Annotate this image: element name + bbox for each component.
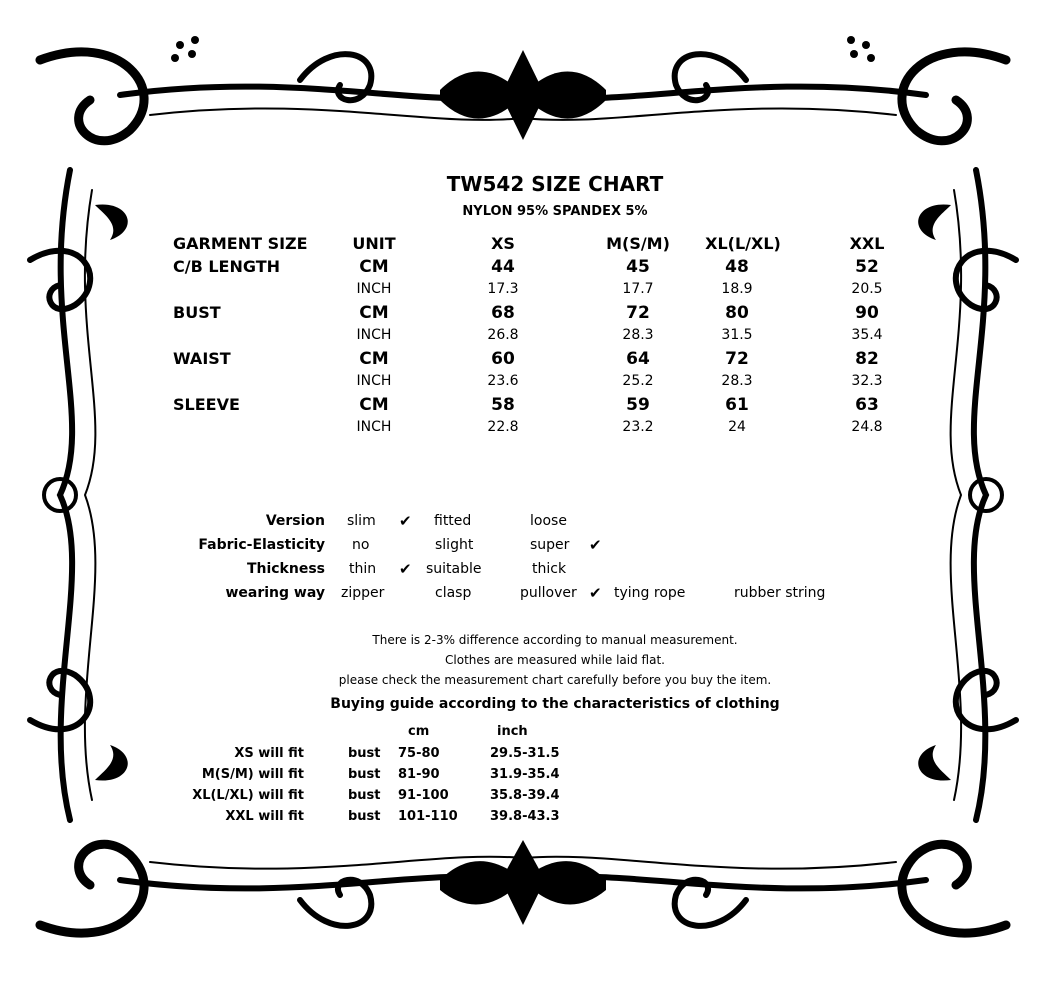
cell-value: 24 [728, 419, 746, 435]
cell-value: 64 [626, 349, 650, 369]
guide-row-label: XL(L/XL) will fit [192, 788, 304, 803]
cell-value: 31.5 [721, 327, 753, 343]
option-pullover: pullover [520, 585, 577, 601]
cell-value: 72 [725, 349, 749, 369]
guide-row-cm: 75-80 [398, 746, 440, 761]
cell-value: 23.2 [622, 419, 654, 435]
cell-value: 28.3 [721, 373, 753, 389]
unit-inch: INCH [356, 281, 392, 297]
option-thin: thin [349, 561, 377, 577]
attribute-label-wearing-way: wearing way [225, 585, 325, 601]
header-size-xxl: XXL [849, 234, 885, 253]
option-loose: loose [530, 513, 567, 529]
cell-value: 52 [855, 257, 879, 277]
option-no: no [352, 537, 370, 553]
unit-cm: CM [359, 257, 389, 277]
guide-row-part: bust [348, 809, 381, 824]
guide-row-part: bust [348, 746, 381, 761]
cell-value: 68 [491, 303, 515, 323]
cell-value: 26.8 [487, 327, 519, 343]
chart-title: TW542 SIZE CHART [446, 172, 664, 196]
guide-row-label: XXL will fit [225, 809, 304, 824]
guide-row-cm: 101-110 [398, 809, 458, 824]
option-rubber-string: rubber string [734, 585, 826, 601]
note-check-chart: please check the measurement chart carefully before you buy the item. [338, 673, 772, 687]
guide-row-part: bust [348, 788, 381, 803]
guide-row-label: XS will fit [234, 746, 304, 761]
note-measurement-difference: There is 2-3% difference according to manual measurement. [372, 633, 738, 647]
row-label-cb-length: C/B LENGTH [173, 257, 281, 276]
guide-row-inch: 29.5-31.5 [490, 746, 560, 761]
header-size-m: M(S/M) [606, 234, 670, 253]
buying-guide-title: Buying guide according to the characteristics of clothing [330, 696, 780, 712]
cell-value: 59 [626, 395, 650, 415]
guide-row-inch: 35.8-39.4 [490, 788, 560, 803]
header-unit: UNIT [352, 234, 396, 253]
unit-cm: CM [359, 395, 389, 415]
cell-value: 82 [855, 349, 879, 369]
header-size-xl: XL(L/XL) [705, 234, 781, 253]
option-super: super [530, 537, 570, 553]
cell-value: 44 [491, 257, 515, 277]
cell-value: 61 [725, 395, 749, 415]
option-zipper: zipper [341, 585, 385, 601]
guide-row-label: M(S/M) will fit [201, 767, 304, 782]
option-tying-rope: tying rope [614, 585, 686, 601]
cell-value: 60 [491, 349, 515, 369]
cell-value: 24.8 [851, 419, 883, 435]
guide-row-cm: 81-90 [398, 767, 440, 782]
guide-row-inch: 31.9-35.4 [490, 767, 560, 782]
header-garment-size: GARMENT SIZE [173, 234, 308, 253]
guide-header-cm: cm [408, 724, 430, 739]
unit-inch: INCH [356, 419, 392, 435]
cell-value: 45 [626, 257, 650, 277]
check-icon: ✔ [589, 584, 602, 602]
option-suitable: suitable [426, 561, 482, 577]
check-icon: ✔ [589, 536, 602, 554]
cell-value: 35.4 [851, 327, 883, 343]
cell-value: 48 [725, 257, 749, 277]
header-size-xs: XS [491, 234, 515, 253]
cell-value: 20.5 [851, 281, 883, 297]
cell-value: 90 [855, 303, 879, 323]
row-label-sleeve: SLEEVE [173, 395, 240, 414]
cell-value: 80 [725, 303, 749, 323]
attribute-label-fabric-elasticity: Fabric-Elasticity [198, 537, 325, 553]
option-thick: thick [532, 561, 567, 577]
cell-value: 25.2 [622, 373, 654, 389]
guide-row-part: bust [348, 767, 381, 782]
option-slight: slight [435, 537, 474, 553]
check-icon: ✔ [399, 560, 412, 578]
option-clasp: clasp [435, 585, 472, 601]
material-subtitle: NYLON 95% SPANDEX 5% [462, 204, 648, 219]
attribute-label-version: Version [265, 513, 325, 529]
option-slim: slim [347, 513, 376, 529]
cell-value: 22.8 [487, 419, 519, 435]
attribute-label-thickness: Thickness [246, 561, 325, 577]
cell-value: 32.3 [851, 373, 883, 389]
unit-cm: CM [359, 349, 389, 369]
note-laid-flat: Clothes are measured while laid flat. [445, 653, 665, 667]
cell-value: 18.9 [721, 281, 753, 297]
cell-value: 17.7 [622, 281, 654, 297]
row-label-waist: WAIST [173, 349, 231, 368]
unit-inch: INCH [356, 373, 392, 389]
option-fitted: fitted [434, 513, 472, 529]
cell-value: 28.3 [622, 327, 654, 343]
cell-value: 58 [491, 395, 515, 415]
check-icon: ✔ [399, 512, 412, 530]
guide-row-cm: 91-100 [398, 788, 449, 803]
cell-value: 72 [626, 303, 650, 323]
unit-cm: CM [359, 303, 389, 323]
row-label-bust: BUST [173, 303, 221, 322]
unit-inch: INCH [356, 327, 392, 343]
cell-value: 17.3 [487, 281, 519, 297]
guide-header-inch: inch [497, 724, 528, 739]
cell-value: 23.6 [487, 373, 519, 389]
guide-row-inch: 39.8-43.3 [490, 809, 560, 824]
cell-value: 63 [855, 395, 879, 415]
